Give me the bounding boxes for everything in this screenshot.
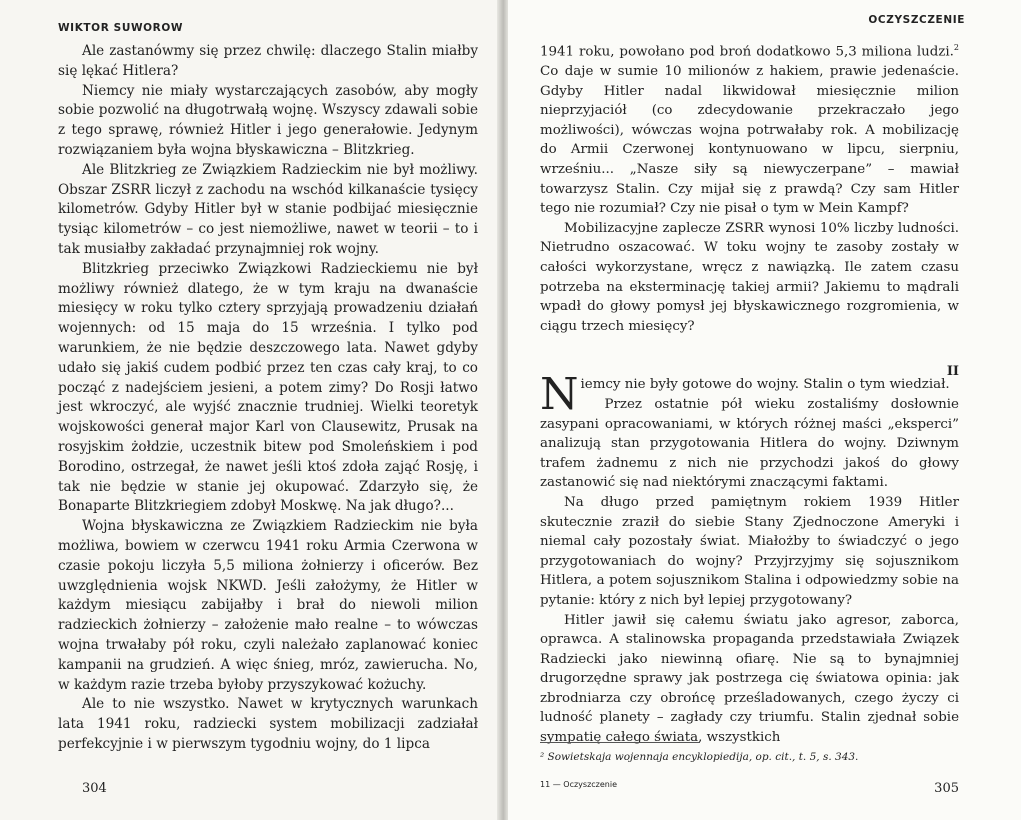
left-page bbox=[0, 0, 498, 820]
right-page bbox=[508, 0, 1021, 820]
left-paragraph-4: Blitzkrieg przeciwko Związkowi Radzieckiemu nie był możliwy również dlatego, że w tym kraju na dwanaście miesięcy w roku tylko cztery sprzyjają prowadzeniu działań wojennych: od 15 maja do 15 września. I tylko pod warunkiem, że nie będzie deszczowego lata. Nawet gdyby udało się jakiś cudem podbić przez ten czas cały kraj, to co począć z nadejściem jesieni, a potem zimy? Do Rosji łatwo jest wkroczyć, ale wyjść znacznie trudniej. Wielki teoretyk wojskowości generał major Karl von Clausewitz, Prusak na rosyjskim żołdzie, uczestnik bitew pod Smoleńskiem i pod Borodino, ostrzegał, że nawet jeśli ktoś zdoła zająć Rosję, i tak nie będzie w stanie jej okupować. Zdarzyło się, że Bonaparte Blitzkriegiem zdobył Moskwę. Na jak długo?... bbox=[58, 260, 478, 515]
right-page-number: 305 bbox=[934, 781, 959, 796]
footnote-marker: 2 bbox=[953, 43, 959, 52]
chapter-number: II bbox=[946, 364, 959, 380]
right-paragraph-1-start: 1941 roku, powołano pod broń dodatkowo 5,3 miliona ludzi. bbox=[540, 44, 954, 60]
right-running-head: OCZYSZCZENIE bbox=[868, 14, 965, 26]
left-paragraph-1: Ale zastanówmy się przez chwilę: dlaczego Stalin miałby się lękać Hitlera? bbox=[58, 43, 478, 79]
right-paragraph-1-end: Co daje w sumie 10 milionów z hakiem, prawie jedenaście. Gdyby Hitler nadal likwidował miesięcznie milion nieprzyjaciół (co zdecydowanie przekraczało jego możliwości), wówczas wojna potrwałaby rok. A mobilizację do Armii Czerwonej kontynuowano w lipcu, sierpniu, wrześniu... „Nasze siły są niewyczerpane” – mawiał towarzysz Stalin. Czy mijał się z prawdą? Czy sam Hitler tego nie rozumiał? Czy nie pisał o tym w Mein Kampf? bbox=[540, 64, 959, 217]
right-paragraph-5: Na długo przed pamiętnym rokiem 1939 Hitler skutecznie zraził do siebie Stany Zjednoczone Ameryki i niemal cały pozostały świat. Miałożby to świadczyć o jego przygotowaniach do wojny? Przyjrzyjmy się sojusznikom Hitlera, a potem sojusznikom Stalina i odpowiedzmy sobie na pytanie: który z nich był lepiej przygotowany? bbox=[540, 494, 959, 608]
left-running-head: WIKTOR SUWOROW bbox=[58, 22, 184, 34]
footnote bbox=[540, 742, 859, 763]
left-paragraph-5: Wojna błyskawiczna ze Związkiem Radzieckim nie była możliwa, bowiem w czerwcu 1941 roku Armia Czerwona w czasie pokoju liczyła 5,5 miliona żołnierzy i oficerów. Bez uwzględnienia wojsk NKWD. Jeśli założymy, że Hitler w każdym miesiącu zabijałby i brał do niewoli milion radzieckich żołnierzy – założenie mało realne – to wówczas wojna trwałaby pół roku, czyli należało zaplanować koniec kampanii na grudzień. A więc śnieg, mróz, zawierucha. No, w każdym razie trzeba byłoby przyszykować kożuchy. bbox=[58, 518, 478, 693]
right-paragraph-4: Przez ostatnie pół wieku zostaliśmy dosłownie zasypani opracowaniami, w których różnej maści „eksperci” analizują stan przygotowania Hitlera do wojny. Dziwnym trafem żadnemu z nich nie przychodzi jakoś do głowy zastanowić się nad niektórymi znaczącymi faktami. bbox=[540, 396, 959, 491]
printer-signature: 11 — Oczyszczenie bbox=[540, 780, 617, 789]
left-paragraph-3: Ale Blitzkrieg ze Związkiem Radzieckim nie był możliwy. Obszar ZSRR liczył z zachodu na wschód kilkanaście tysięcy kilometrów. Gdyby Hitler był w stanie podbijać miesięcznie tysiąc kilometrów – co jest niemożliwe, nawet w teorii – to i tak musiałby zakładać przynajmniej rok wojny. bbox=[58, 161, 478, 257]
right-paragraph-6: Hitler jawił się całemu światu jako agresor, zaborca, oprawca. A stalinowska propaganda przedstawiała Związek Radziecki jako niewinną ofiarę. Nie są to bynajmniej drugorzędne sprawy jak postrzega cię światowa opinia: jak zbrodniarza czy obrońcę prześladowanych, czego życzy ci ludność planety – zagłady czy triumfu. Stalin zjednał sobie sympatię całego świata, wszystkich bbox=[540, 612, 959, 746]
right-paragraph-1 bbox=[540, 38, 959, 219]
chapter-opening-text: iemcy nie były gotowe do wojny. Stalin o tym wiedział. bbox=[580, 377, 950, 393]
left-page-number: 304 bbox=[82, 781, 107, 796]
footnote-text: ² Sowietskaja wojennaja encyklopiedija, op. cit., t. 5, s. 343. bbox=[540, 751, 859, 763]
drop-cap: N bbox=[540, 369, 579, 421]
right-paragraph-2: Mobilizacyjne zaplecze ZSRR wynosi 10% liczby ludności. Nietrudno oszacować. W toku wojny te zasoby zostały w całości wykorzystane, wręcz z nawiązką. Ile zatem czasu potrzeba na eksterminację takiej armii? Jakiemu to mądrali wpadł do głowy pomysł jej błyskawicznego rozgromienia, w ciągu trzech miesięcy? bbox=[540, 220, 959, 334]
left-paragraph-2: Niemcy nie miały wystarczających zasobów, aby mogły sobie pozwolić na długotrwałą wojnę. Wszyscy zdawali sobie z tego sprawę, również Hitler i jego generałowie. Jedynym rozwiązaniem była wojna błyskawiczna – Blitzkrieg. bbox=[58, 82, 478, 158]
left-paragraph-6: Ale to nie wszystko. Nawet w krytycznych warunkach lata 1941 roku, radziecki system mobilizacji zadziałał perfekcyjnie i w pierwszym tygodniu wojny, do 1 lipca bbox=[58, 696, 478, 752]
